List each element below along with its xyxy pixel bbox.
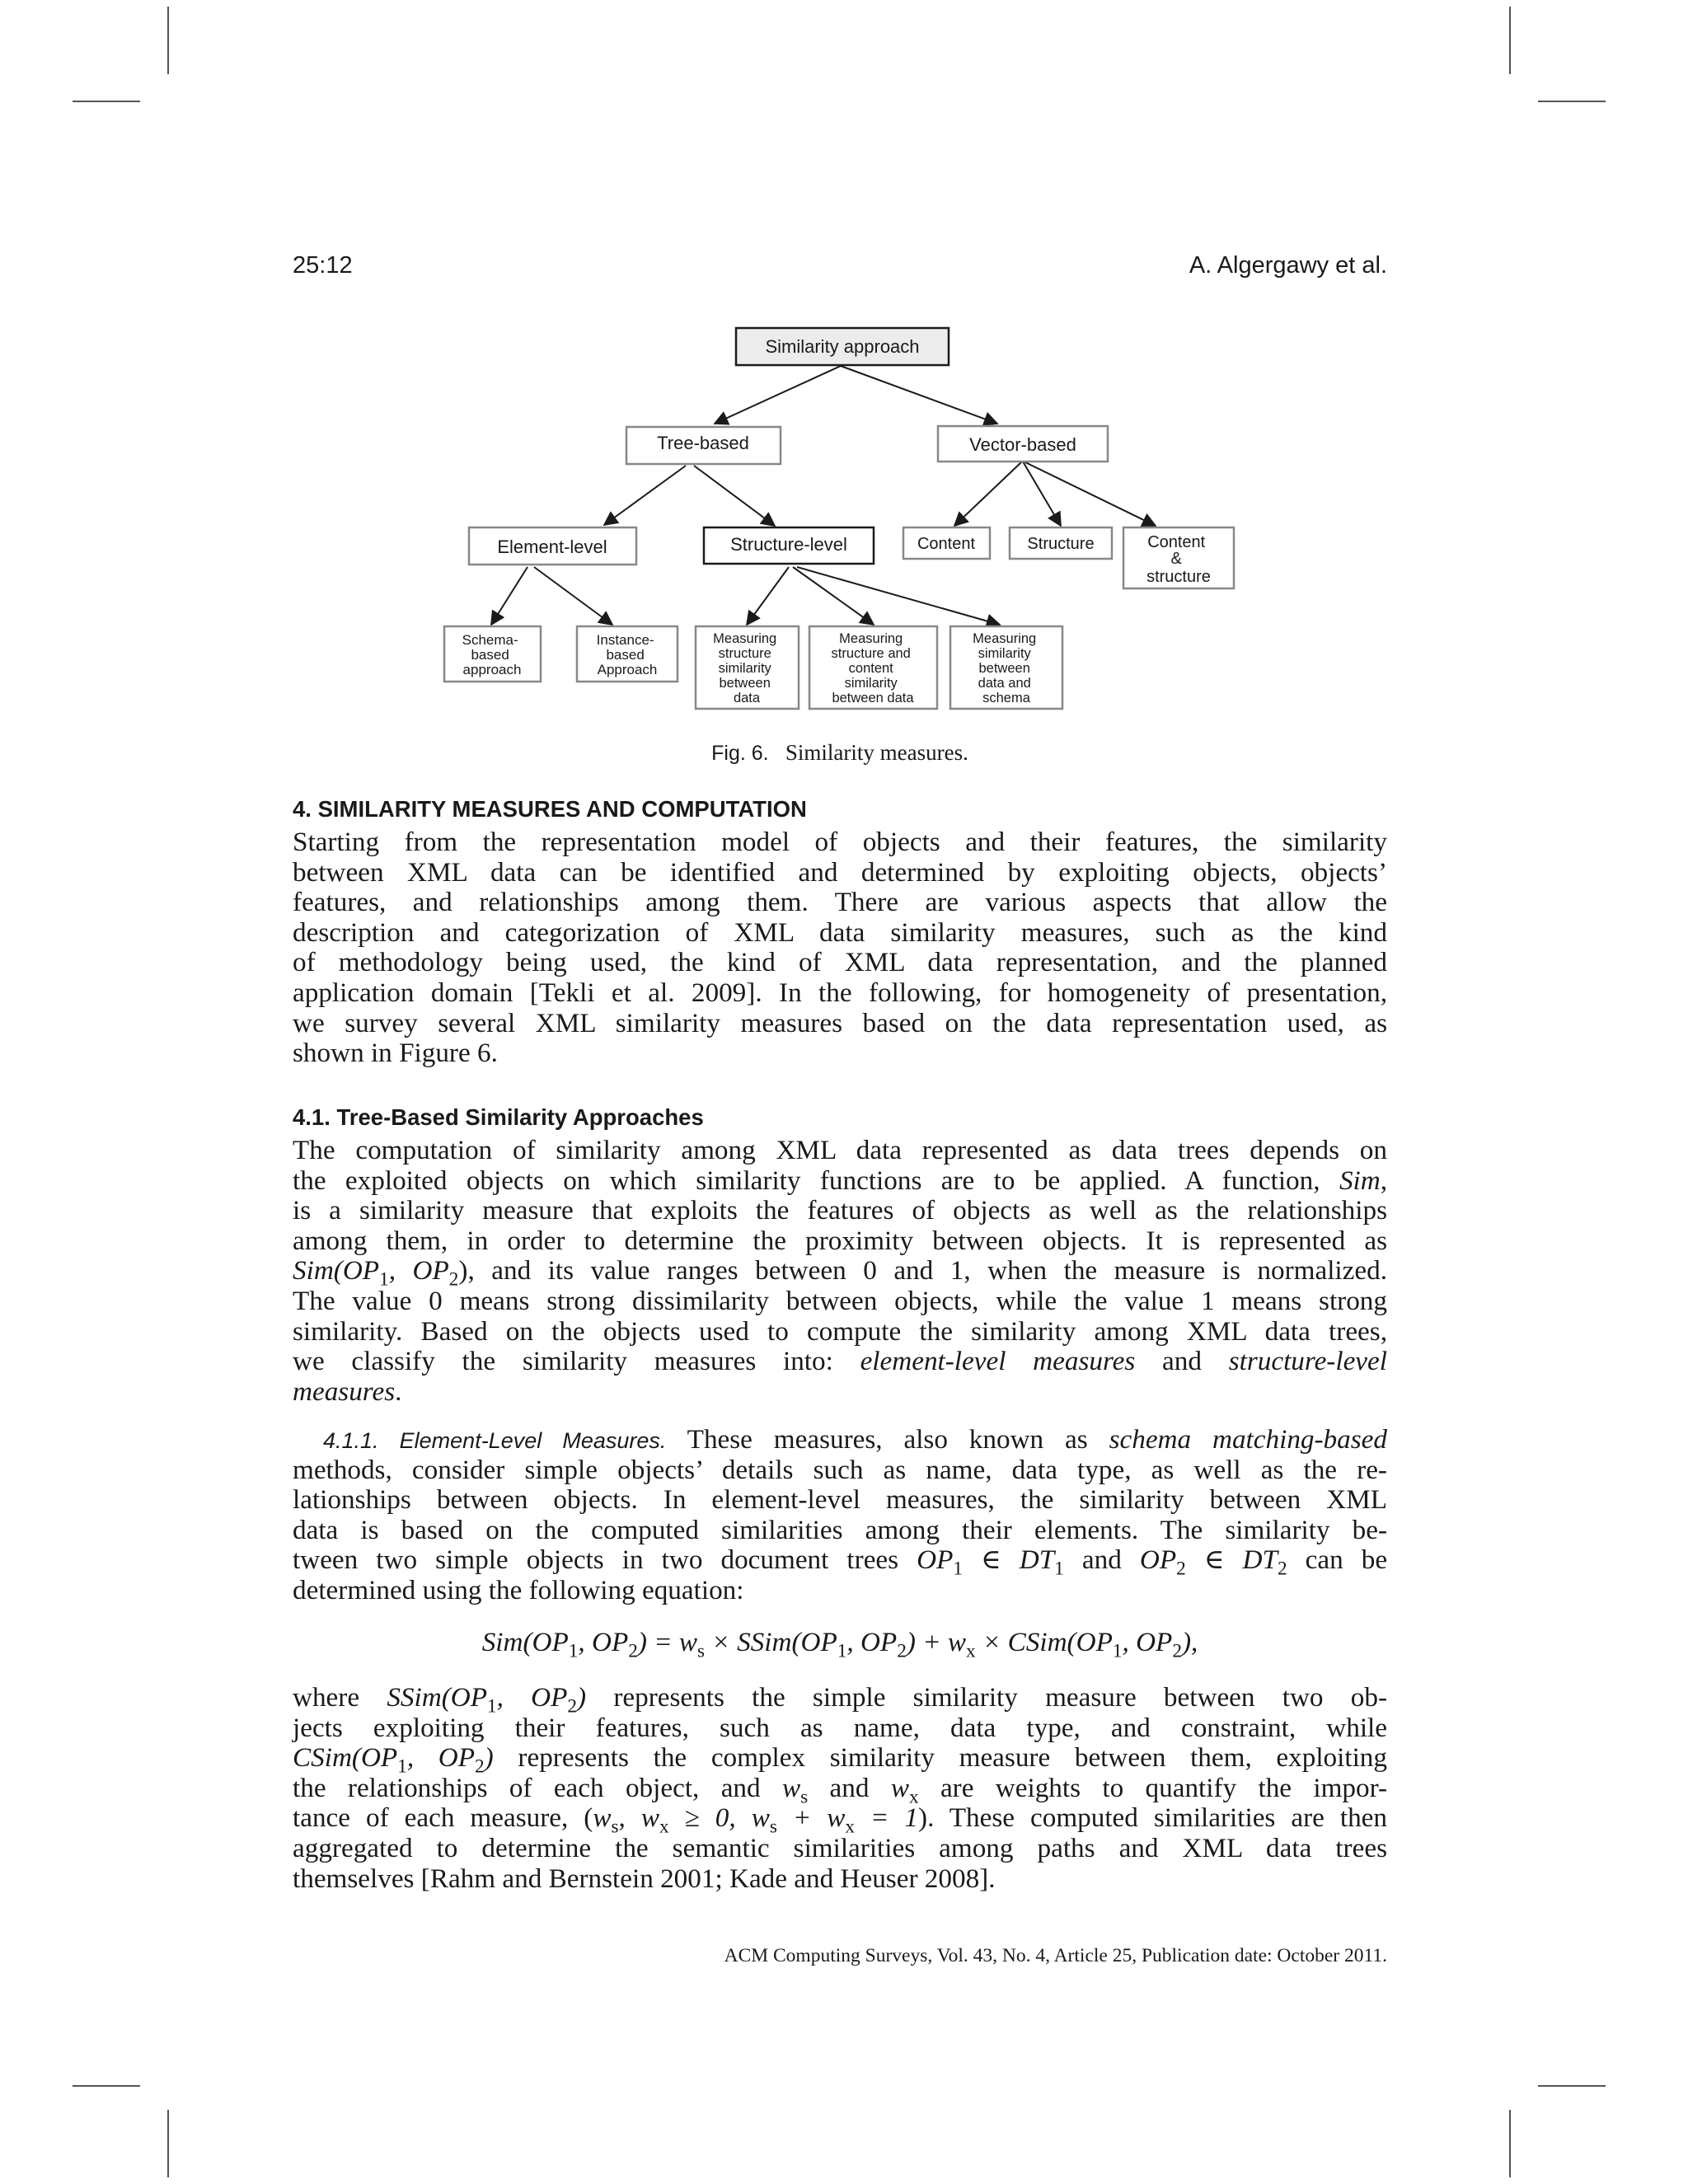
node-instance-based-line: based xyxy=(606,647,645,663)
paragraph-line: we survey several XML similarity measures based on the data representation used, as xyxy=(293,1007,1387,1038)
edge-structure-meas3 xyxy=(797,567,1000,625)
paragraph-line: the relationships of each object, and $w_s$ and $w_x$ are weights to quantify the impor- xyxy=(293,1772,1388,1808)
paragraph-line: themselves [Rahm and Bernstein 2001; Kade and Heuser 2008]. xyxy=(293,1863,996,1894)
section4-paragraph xyxy=(293,827,1387,1069)
node-measuring-structure-content-line: between data xyxy=(832,691,914,705)
node-measuring-structure-line: between xyxy=(719,676,771,691)
crop-mark xyxy=(167,2110,169,2177)
node-measuring-data-schema-line: data and xyxy=(978,676,1031,691)
paragraph-line: tween two simple objects in two document trees $OP_1$ ∈ $DT_1$ and $OP_2$ ∈ $DT_2$ can be xyxy=(293,1544,1388,1581)
edge-structure-meas2 xyxy=(793,567,874,625)
paragraph-line: $Sim(OP_1$, $OP_2$), and its value ranges between 0 and 1, when the measure is normalized. xyxy=(293,1255,1387,1291)
node-measuring-structure-line: similarity xyxy=(718,661,771,676)
paragraph-line: data is based on the computed similarities among their elements. The similarity be- xyxy=(293,1514,1387,1545)
paragraph-line: methods, consider simple objects’ details such as name, data type, as well as the re- xyxy=(293,1454,1387,1485)
paragraph-line: is a similarity measure that exploits the features of objects as well as the relationships xyxy=(293,1195,1387,1226)
node-element-level-label: Element-level xyxy=(497,537,607,557)
paragraph-line: jects exploiting their features, such as name, data type, and constraint, while xyxy=(293,1712,1387,1743)
node-schema-based-line: based xyxy=(471,647,509,663)
node-instance-based-line: Approach xyxy=(597,662,658,677)
paragraph-line: shown in Figure 6. xyxy=(293,1038,498,1069)
node-schema-based-line: Schema- xyxy=(462,632,518,648)
paragraph-line: between XML data can be identified and determined by exploiting objects, objects’ xyxy=(293,856,1387,888)
section41-paragraph xyxy=(293,1136,1387,1407)
paragraph-line: determined using the following equation: xyxy=(293,1574,744,1605)
paragraph-line: 4.1.1. Element-Level Measures. These measures, also known as schema matching-based xyxy=(323,1424,1387,1455)
paragraph-line: The value 0 means strong dissimilarity between objects, while the value 1 means strong xyxy=(293,1285,1387,1316)
section-heading-4: 4. SIMILARITY MEASURES AND COMPUTATION xyxy=(293,796,807,822)
similarity-tree-diagram xyxy=(437,321,1253,733)
paragraph-line: where $SSim(OP_1$, $OP_2$) represents the simple similarity measure between two ob- xyxy=(293,1682,1388,1718)
paragraph-line: description and categorization of XML data similarity measures, such as the kind xyxy=(293,916,1387,948)
node-content-label: Content xyxy=(917,535,976,553)
node-measuring-data-schema-label xyxy=(973,631,1040,705)
paragraph-line: of methodology being used, the kind of XML data representation, and the planned xyxy=(293,947,1387,978)
caption-text: Similarity measures. xyxy=(785,740,968,765)
paragraph-line: tance of each measure, ($w_s$, $w_x \ge 0$, $w_s + w_x = 1$). These computed similarities are then xyxy=(293,1802,1387,1839)
edge-element-instance xyxy=(534,567,612,625)
edge-structure-meas1 xyxy=(747,567,789,625)
node-measuring-structure-content-line: structure and xyxy=(831,646,911,661)
crop-mark xyxy=(1538,101,1606,102)
node-structure-label: Structure xyxy=(1027,535,1095,553)
paragraph-line: application domain [Tekli et al. 2009]. In the following, for homogeneity of presentation, xyxy=(293,977,1387,1008)
node-measuring-structure-content-line: similarity xyxy=(844,676,898,691)
section-heading-4-1: 4.1. Tree-Based Similarity Approaches xyxy=(293,1104,704,1130)
node-measuring-structure-line: Measuring xyxy=(713,631,777,646)
node-measuring-data-schema-line: similarity xyxy=(978,646,1031,661)
node-measuring-structure-line: structure xyxy=(718,646,771,661)
running-head xyxy=(293,252,1387,285)
node-measuring-data-schema-line: between xyxy=(978,661,1030,676)
page-number: 25:12 xyxy=(293,252,353,279)
node-content-structure-line: & xyxy=(1170,550,1182,568)
paragraph-line: we classify the similarity measures into: element-level measures and structure-level xyxy=(293,1346,1387,1377)
section411-paragraph xyxy=(293,1425,1387,1606)
paragraph-line: among them, in order to determine the proximity between objects. It is represented as xyxy=(293,1225,1387,1256)
crop-mark xyxy=(1538,2085,1606,2087)
edge-root-vector xyxy=(841,366,997,424)
crop-mark xyxy=(1509,7,1511,74)
paragraph-line: The computation of similarity among XML data represented as data trees depends on xyxy=(293,1135,1387,1165)
edge-tree-structure xyxy=(694,466,775,526)
node-structure-level-label: Structure-level xyxy=(730,534,847,555)
paragraph-line: Starting from the representation model of objects and their features, the similarity xyxy=(293,827,1387,857)
paragraph-line: the exploited objects on which similarity functions are to be applied. A function, Sim, xyxy=(293,1165,1388,1196)
edge-element-schema xyxy=(491,567,528,625)
crop-mark xyxy=(73,101,140,102)
journal-footer: ACM Computing Surveys, Vol. 43, No. 4, Article 25, Publication date: October 2011. xyxy=(724,1945,1387,1966)
paragraph-line: similarity. Based on the objects used to compute the similarity among XML data trees, xyxy=(293,1315,1387,1347)
node-measuring-data-schema-line: Measuring xyxy=(973,631,1037,646)
crop-mark xyxy=(167,7,169,74)
paragraph-line: lationships between objects. In element-level measures, the similarity between XML xyxy=(293,1484,1387,1516)
paragraph-line: $CSim(OP_1$, $OP_2$) represents the complex similarity measure between them, exploiting xyxy=(293,1742,1387,1778)
edge-vector-content-structure xyxy=(1024,462,1156,526)
node-measuring-data-schema-line: schema xyxy=(982,691,1030,705)
node-content-structure-line: Content xyxy=(1147,533,1206,551)
edge-vector-content xyxy=(954,462,1022,526)
figure-similarity-tree xyxy=(437,321,1253,733)
paragraph-line: measures. xyxy=(293,1376,402,1407)
node-tree-based-label: Tree-based xyxy=(657,433,749,453)
caption-label: Fig. 6. xyxy=(711,742,769,765)
node-content-structure-line: structure xyxy=(1146,568,1211,586)
crop-mark xyxy=(1509,2110,1511,2177)
node-root-label: Similarity approach xyxy=(765,336,920,357)
edge-tree-element xyxy=(604,466,686,525)
node-vector-based-label: Vector-based xyxy=(969,434,1076,455)
crop-mark xyxy=(73,2085,140,2087)
diagram-edges xyxy=(491,366,1156,625)
node-schema-based-label xyxy=(462,632,523,677)
equation: $Sim(OP_1$, $OP_2) = w_s$ × $SSim(OP_1$, $OP_2) + w_x$ × $CSim(OP_1$, $OP_2$), xyxy=(481,1627,1198,1662)
section411-paragraph-continued xyxy=(293,1683,1387,1894)
paragraph-line: features, and relationships among them. There are various aspects that allow the xyxy=(293,887,1387,918)
node-measuring-structure-content-line: content xyxy=(848,661,893,676)
figure-caption xyxy=(293,740,1387,766)
node-schema-based-line: approach xyxy=(462,662,522,677)
running-authors: A. Algergawy et al. xyxy=(1189,252,1387,279)
edge-root-tree xyxy=(715,366,841,424)
node-measuring-structure-line: data xyxy=(733,691,761,705)
paragraph-line: aggregated to determine the semantic similarities among paths and XML data trees xyxy=(293,1832,1387,1863)
node-instance-based-line: Instance- xyxy=(596,632,654,648)
node-measuring-structure-content-line: Measuring xyxy=(839,631,903,646)
subsection-heading-4-1-1: 4.1.1. Element-Level Measures. xyxy=(323,1428,667,1453)
